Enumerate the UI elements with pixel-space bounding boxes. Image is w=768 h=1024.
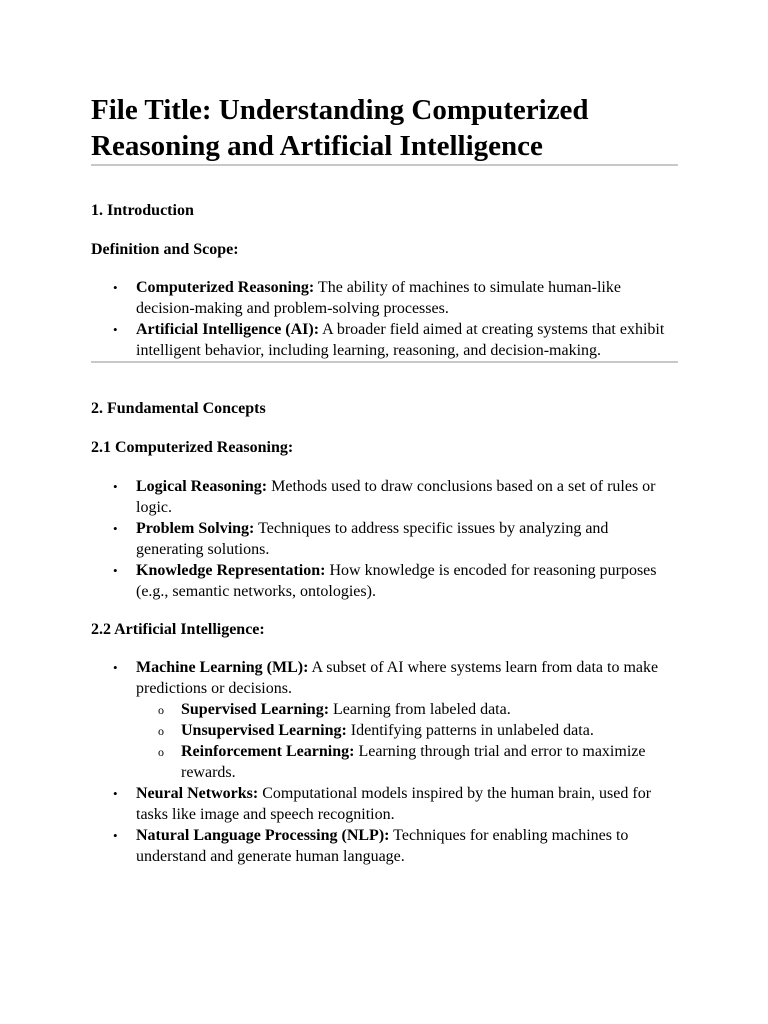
ai-list <box>91 657 678 867</box>
item-text: Methods used to draw conclusions based on a set of rules or logic. <box>136 478 656 516</box>
item-term: Supervised Learning: <box>181 701 330 718</box>
list-item <box>91 319 678 361</box>
document-title: File Title: Understanding Computerized Reasoning and Artificial Intelligence <box>91 94 589 162</box>
list-item <box>91 783 678 825</box>
bullet-icon: • <box>113 786 118 801</box>
item-text: Techniques for enabling machines to understand and generate human language. <box>136 827 629 865</box>
bullet-icon: • <box>113 828 118 843</box>
ml-sublist <box>136 699 678 783</box>
hollow-bullet-icon: o <box>158 703 164 717</box>
item-text: A subset of AI where systems learn from data to make predictions or decisions. <box>136 659 659 697</box>
bullet-icon: • <box>113 521 118 536</box>
item-term: Knowledge Representation: <box>136 562 326 579</box>
item-term: Computerized Reasoning: <box>136 279 315 296</box>
item-term: Problem Solving: <box>136 520 255 537</box>
list-item <box>91 476 678 518</box>
bullet-icon: • <box>113 479 118 494</box>
section-heading-fundamental-concepts: 2. Fundamental Concepts <box>91 400 266 417</box>
bullet-icon: • <box>113 660 118 675</box>
item-term: Logical Reasoning: <box>136 478 268 495</box>
item-term: Natural Language Processing (NLP): <box>136 827 390 844</box>
bullet-icon: • <box>113 563 118 578</box>
horizontal-divider <box>91 361 678 363</box>
sublist-item <box>136 741 678 783</box>
list-item <box>91 518 678 560</box>
section-heading-introduction: 1. Introduction <box>91 202 194 219</box>
list-item <box>91 825 678 867</box>
subheading-artificial-intelligence: 2.2 Artificial Intelligence: <box>91 621 265 638</box>
item-text: Identifying patterns in unlabeled data. <box>346 722 594 739</box>
reasoning-list <box>91 476 678 602</box>
definition-list <box>91 277 678 361</box>
item-term: Unsupervised Learning: <box>181 722 347 739</box>
bullet-icon: • <box>113 322 118 337</box>
item-text: The ability of machines to simulate human-like decision-making and problem-solving processes. <box>136 279 621 317</box>
sublist-item <box>136 699 678 720</box>
item-text: How knowledge is encoded for reasoning purposes (e.g., semantic networks, ontologies). <box>136 562 657 600</box>
list-item <box>91 277 678 319</box>
list-item <box>91 560 678 602</box>
bullet-icon: • <box>113 280 118 295</box>
horizontal-divider <box>91 164 678 166</box>
item-text: A broader field aimed at creating systems that exhibit intelligent behavior, including learning, reasoning, and decision-making. <box>136 321 665 359</box>
list-item <box>91 657 678 783</box>
subheading-computerized-reasoning: 2.1 Computerized Reasoning: <box>91 439 294 456</box>
subheading-definition-and-scope: Definition and Scope: <box>91 241 239 258</box>
hollow-bullet-icon: o <box>158 745 164 759</box>
item-text: Computational models inspired by the human brain, used for tasks like image and speech recognition. <box>136 785 652 823</box>
item-text: Techniques to address specific issues by analyzing and generating solutions. <box>136 520 609 558</box>
item-term: Machine Learning (ML): <box>136 659 309 676</box>
item-term: Artificial Intelligence (AI): <box>136 321 320 338</box>
item-text: Learning through trial and error to maximize rewards. <box>181 743 646 781</box>
item-text: Learning from labeled data. <box>329 701 511 718</box>
item-term: Neural Networks: <box>136 785 259 802</box>
item-term: Reinforcement Learning: <box>181 743 355 760</box>
hollow-bullet-icon: o <box>158 724 164 738</box>
sublist-item <box>136 720 678 741</box>
